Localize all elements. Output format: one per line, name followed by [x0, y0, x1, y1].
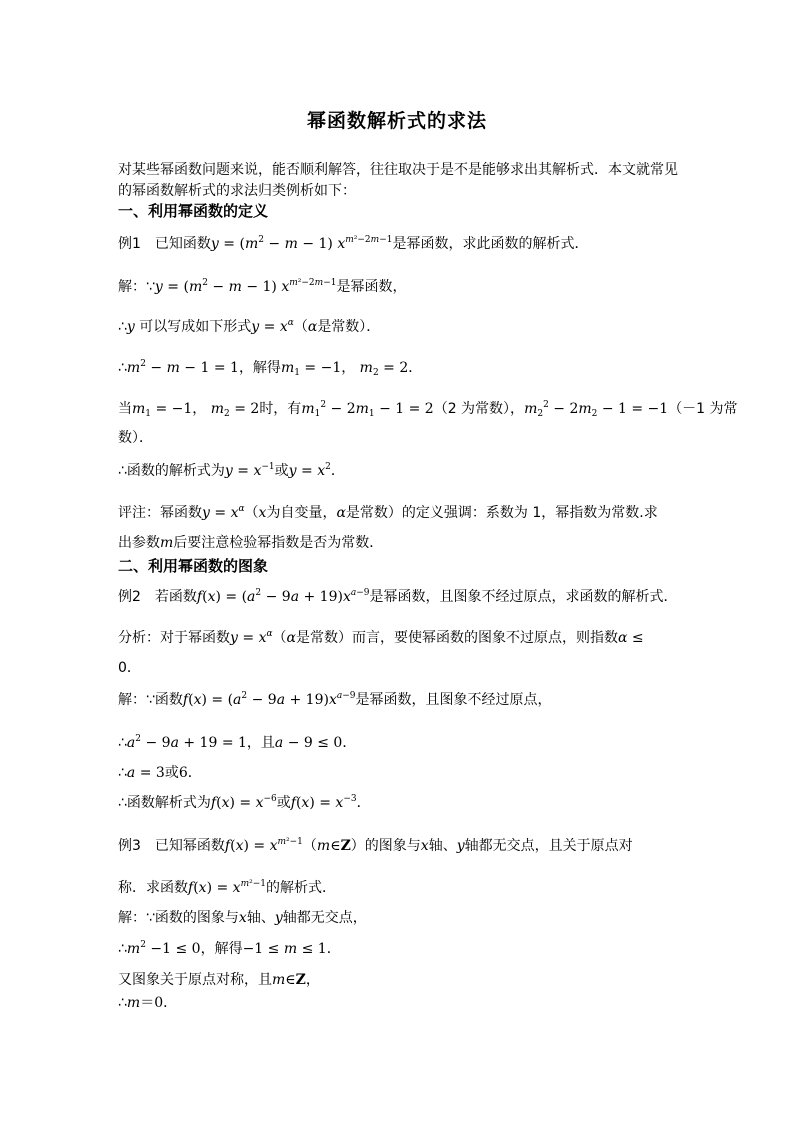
example-1-label: 例1 — [118, 236, 141, 252]
note-constant-neg1: （－1 为常 — [668, 401, 738, 417]
example-3-pre: 已知幂函数 — [154, 838, 225, 854]
or-word: 或 — [274, 463, 289, 479]
or-word: 或 — [164, 765, 179, 781]
therefore-symbol: ∴ — [118, 995, 127, 1011]
comment-line-2-prefix: 出参数 — [118, 535, 160, 551]
example-3-text-1: ）的图象与 — [350, 838, 421, 854]
paren-open: （ — [302, 838, 317, 854]
period: ． — [408, 360, 423, 376]
analysis-line-1: 分析：对于幂函数$y = x^\alpha(\alpha$是常数）而言，要使幂函数的图象不过原点，则指数α ≤ — [118, 629, 644, 646]
comment-line-2: 出参数m后要注意检验幂指数是否为常数． — [118, 535, 384, 551]
therefore-symbol: ∴ — [118, 360, 127, 376]
solution-2-text: 是幂函数，且图象不经过原点， — [355, 692, 552, 708]
section-2-heading: 二、利用幂函数的图象 — [118, 557, 269, 575]
example-2: 例2 若函数$f(x) = (a^2 - 9a + 19)x^{a-9}$是幂函数，且图象不经过原点，求函数的解析式． — [118, 588, 678, 605]
or-word: 或 — [276, 795, 291, 811]
comment-prefix: 评注：幂函数 — [118, 505, 202, 521]
solution-1-formula: $y = (m^2 - m - 1)$ $x^{m^2-2m-1}$ — [154, 278, 337, 295]
example-3-line-2-text: 的解析式． — [265, 880, 336, 896]
intro-line-2: 的幂函数解析式的求法归类例析如下： — [118, 183, 356, 199]
solution-1-line-2: ∴y 可以写成如下形式$y = x^\alpha(\alpha$是常数）． — [118, 318, 381, 335]
solution-1-prefix: 解：∵ — [118, 279, 155, 295]
solution-3-line-3: 又图象关于原点对称，且m∈Z， — [118, 972, 320, 988]
paren-open: （ — [293, 319, 308, 335]
example-3-text-3: 轴都无交点，且关于原点对 — [464, 838, 633, 854]
intro-line-1: 对某些幂函数问题来说，能否顺利解答，往往取决于是不是能够求出其解析式．本文就常见 — [118, 162, 678, 178]
period: ． — [342, 735, 357, 751]
and-word: ，且 — [246, 735, 275, 751]
solution-1-line-3: $\therefore m^2 - m - 1 = 1$，解得$m_1 = -1$， $m_2 = 2$． — [118, 359, 423, 378]
analysis-line-2: 0． — [118, 660, 141, 676]
solution-2-line-1: 解：∵函数$f(x) = (a^2 - 9a + 19)x^{a-9}$是幂函数，且图象不经过原点， — [118, 691, 552, 708]
period: ． — [187, 765, 202, 781]
solution-3-line-3-text: 又图象关于原点对称，且 — [118, 972, 272, 988]
solution-2-answer-prefix: ∴函数解析式为 — [118, 795, 211, 811]
therefore-symbol: ∴ — [118, 765, 127, 781]
solution-1-line-6: ∴函数的解析式为$y = x^{-1}$或$y = x^2$． — [118, 462, 345, 479]
solution-1-line-4: 当$m_1 = -1$， $m_2 = 2$时，有$m_1^2 - 2m_1 - 1 = 2(2$ 为常数），$m_2^2 - 2m_2 - 1 = -1(-1$ 为常 — [118, 400, 738, 419]
comma: ， — [305, 972, 320, 988]
example-1-post: 是幂函数，求此函数的解析式． — [392, 236, 589, 252]
period: ． — [163, 995, 178, 1011]
solution-1-line-2-end: 是常数）． — [317, 319, 381, 335]
solution-2-line-3: ∴a = 3或6． — [118, 765, 202, 781]
example-3-line-2-prefix: 称．求函数 — [118, 880, 188, 896]
solution-1-line-5: 数）． — [118, 430, 153, 446]
example-2-label: 例2 — [118, 589, 141, 605]
paren-open: （ — [244, 505, 259, 521]
therefore-symbol: ∴ — [118, 941, 127, 957]
analysis-text: 是常数）而言，要使幂函数的图象不过原点，则指数 — [296, 630, 619, 646]
solution-3-line-4: ∴m＝0． — [118, 995, 178, 1011]
solution-3-line-2: $\therefore m^2 -1 \le 0$，解得−1 ≤ m ≤ 1． — [118, 940, 341, 957]
page-title: 幂函数解析式的求法 — [306, 110, 487, 132]
comment-text: 是常数）的定义强调：系数为 1，幂指数为常数.求 — [345, 505, 658, 521]
comment-variable-text: 为自变量， — [266, 505, 337, 521]
paren-open: （ — [272, 630, 287, 646]
example-3-text-2: 轴、 — [428, 838, 457, 854]
solution-1-line-1 — [118, 277, 678, 297]
solution-3-prefix: 解：∵函数的图象与 — [118, 910, 239, 926]
solution-3-text-3: ，解得 — [200, 941, 243, 957]
solution-1-line-3-text: ，解得 — [238, 360, 281, 376]
solution-3-text-1: 轴、 — [246, 910, 275, 926]
comment-line-1: 评注：幂函数$y = x^\alpha(x$为自变量，α是常数）的定义强调：系数为 1，幂指数为常数.求 — [118, 504, 658, 521]
solution-1-answer-prefix: ∴函数的解析式为 — [118, 463, 225, 479]
solution-2-prefix: 解：∵函数 — [118, 692, 183, 708]
solution-3-line-1: 解：∵函数的图象与x轴、y轴都无交点， — [118, 910, 367, 926]
period: ． — [330, 463, 345, 479]
example-1-formula: $y = (m^2 - m - 1)$ $x^{m^2-2m-1}$ — [210, 235, 393, 252]
note-constant-2: （2 为常数）， — [433, 401, 525, 417]
example-3-label: 例3 — [118, 838, 141, 854]
analysis-prefix: 分析：对于幂函数 — [118, 630, 230, 646]
example-1-pre: 已知函数 — [154, 236, 211, 252]
therefore-symbol: ∴ — [118, 319, 127, 335]
comment-line-2-text: 后要注意检验幂指数是否为常数． — [173, 535, 384, 551]
example-1 — [118, 234, 678, 254]
solution-3-text-2: 轴都无交点， — [282, 910, 367, 926]
solution-1-line-4-text: 时，有 — [259, 401, 302, 417]
example-2-post: 是幂函数，且图象不经过原点，求函数的解析式． — [369, 589, 678, 605]
section-1-heading: 一、利用幂函数的定义 — [118, 202, 269, 220]
example-3-line-2: 称．求函数$f(x) = x^{m^2-1}$的解析式． — [118, 879, 336, 896]
example-3: 例3 已知幂函数$f(x) = x^{m^2-1}(m\in Z)$的图象与x轴、y轴都无交点，且关于原点对 — [118, 837, 633, 854]
solution-1-line-2-text: 可以写成如下形式 — [134, 319, 252, 335]
solution-2-line-4: ∴函数解析式为$f(x) = x^{-6}$或$f(x) = x^{-3}$． — [118, 794, 371, 811]
solution-1-line-4-prefix: 当 — [118, 401, 132, 417]
solution-1-text: 是幂函数， — [336, 279, 407, 295]
period: ． — [356, 795, 371, 811]
period: ． — [326, 941, 341, 957]
solution-2-line-2: $\therefore a^2 - 9a + 19 = 1$，且a − 9 ≤ 0． — [118, 734, 357, 751]
therefore-symbol: ∴ — [118, 735, 127, 751]
example-2-pre: 若函数 — [154, 589, 197, 605]
